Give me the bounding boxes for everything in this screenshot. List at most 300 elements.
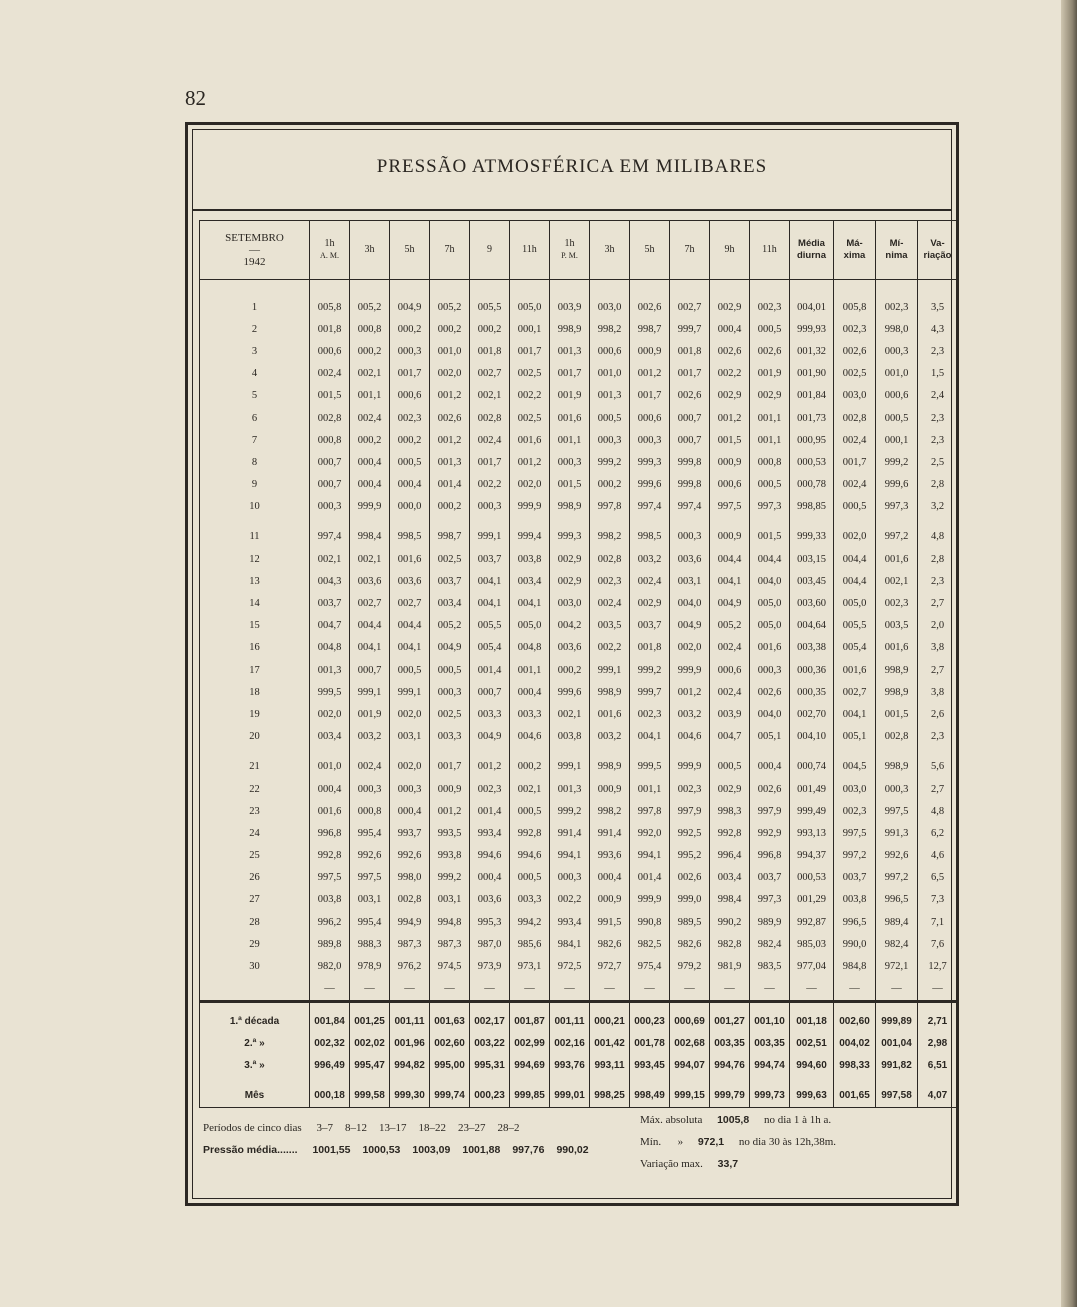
value-cell: 981,9 bbox=[710, 955, 750, 977]
dash-cell bbox=[200, 978, 310, 1002]
value-cell: 003,1 bbox=[430, 889, 470, 911]
value-cell: 004,3 bbox=[310, 570, 350, 592]
value-cell: 999,5 bbox=[310, 681, 350, 703]
value-cell: 001,9 bbox=[550, 385, 590, 407]
value-cell: 000,3 bbox=[350, 778, 390, 800]
value-cell: 001,8 bbox=[470, 340, 510, 362]
value-cell: 004,4 bbox=[750, 548, 790, 570]
cell bbox=[630, 1077, 670, 1085]
value-cell: 002,0 bbox=[510, 474, 550, 496]
table-row bbox=[200, 429, 958, 451]
dash-cell: — bbox=[834, 978, 876, 1002]
value-cell: 001,2 bbox=[630, 363, 670, 385]
cell bbox=[590, 748, 630, 756]
value-cell: 002,7 bbox=[834, 681, 876, 703]
value-cell: 991,4 bbox=[590, 822, 630, 844]
value-cell: 2,4 bbox=[918, 385, 958, 407]
value-cell: 6,2 bbox=[918, 822, 958, 844]
value-cell: 000,4 bbox=[710, 318, 750, 340]
summary-gap bbox=[200, 1003, 958, 1011]
value-cell: 002,6 bbox=[670, 867, 710, 889]
value-cell: 004,0 bbox=[750, 570, 790, 592]
value-cell: 2,3 bbox=[918, 340, 958, 362]
value-cell: 002,1 bbox=[470, 385, 510, 407]
mean-item: 1000,53 bbox=[362, 1144, 401, 1156]
value-cell: 4,3 bbox=[918, 318, 958, 340]
value-cell: 003,6 bbox=[350, 570, 390, 592]
value-cell: 982,0 bbox=[310, 955, 350, 977]
header-media bbox=[790, 221, 834, 280]
month-value: 999,15 bbox=[670, 1085, 710, 1108]
table-row bbox=[200, 778, 958, 800]
summary-value: 991,82 bbox=[876, 1055, 918, 1077]
cell bbox=[350, 518, 390, 526]
value-cell: 000,3 bbox=[590, 429, 630, 451]
cell bbox=[430, 1077, 470, 1085]
value-cell: 002,7 bbox=[470, 363, 510, 385]
header-hour bbox=[550, 221, 590, 280]
cell bbox=[200, 748, 310, 756]
dash-cell: — bbox=[670, 978, 710, 1002]
dash-cell: — bbox=[550, 978, 590, 1002]
value-cell: 000,2 bbox=[350, 429, 390, 451]
value-cell: 002,0 bbox=[834, 526, 876, 548]
value-cell: 999,4 bbox=[510, 526, 550, 548]
summary-value: 002,60 bbox=[834, 1011, 876, 1033]
value-cell: 998,85 bbox=[790, 496, 834, 518]
table-row bbox=[200, 703, 958, 725]
value-cell: 002,3 bbox=[750, 296, 790, 318]
value-cell: 972,1 bbox=[876, 955, 918, 977]
cell bbox=[876, 1003, 918, 1011]
value-cell: 004,5 bbox=[834, 756, 876, 778]
header-media-line: diurna bbox=[796, 250, 827, 261]
table-row bbox=[200, 756, 958, 778]
value-cell: 000,78 bbox=[790, 474, 834, 496]
header-month bbox=[200, 221, 310, 280]
value-cell: 005,4 bbox=[834, 637, 876, 659]
value-cell: 001,5 bbox=[750, 526, 790, 548]
value-cell: 003,4 bbox=[310, 726, 350, 748]
value-cell: 000,5 bbox=[390, 659, 430, 681]
cell bbox=[834, 748, 876, 756]
day-cell: 3 bbox=[200, 340, 310, 362]
value-cell: 002,7 bbox=[390, 592, 430, 614]
value-cell: 003,3 bbox=[510, 703, 550, 725]
day-cell: 22 bbox=[200, 778, 310, 800]
value-cell: 000,7 bbox=[470, 681, 510, 703]
mean-item: 990,02 bbox=[556, 1144, 589, 1156]
summary-value: 998,33 bbox=[834, 1055, 876, 1077]
value-cell: 001,6 bbox=[310, 800, 350, 822]
cell bbox=[670, 280, 710, 297]
value-cell: 000,4 bbox=[750, 756, 790, 778]
min-label: Mín. » bbox=[640, 1136, 684, 1148]
footer-extremes bbox=[640, 1114, 970, 1180]
value-cell: 982,4 bbox=[750, 933, 790, 955]
value-cell: 001,2 bbox=[670, 681, 710, 703]
min-row bbox=[640, 1136, 970, 1158]
cell bbox=[510, 280, 550, 297]
summary-value: 001,18 bbox=[790, 1011, 834, 1033]
cell bbox=[710, 748, 750, 756]
title-divider bbox=[193, 209, 951, 211]
day-cell: 18 bbox=[200, 681, 310, 703]
value-cell: 003,8 bbox=[510, 548, 550, 570]
cell bbox=[310, 1077, 350, 1085]
value-cell: 977,04 bbox=[790, 955, 834, 977]
cell bbox=[918, 518, 958, 526]
value-cell: 003,4 bbox=[710, 867, 750, 889]
value-cell: 004,1 bbox=[390, 637, 430, 659]
value-cell: 000,3 bbox=[750, 659, 790, 681]
value-cell: 001,2 bbox=[430, 429, 470, 451]
value-cell: 004,1 bbox=[470, 592, 510, 614]
value-cell: 002,1 bbox=[510, 778, 550, 800]
cell bbox=[550, 518, 590, 526]
cell bbox=[390, 748, 430, 756]
day-cell: 7 bbox=[200, 429, 310, 451]
cell bbox=[430, 518, 470, 526]
dash-cell: — bbox=[790, 978, 834, 1002]
value-cell: 000,53 bbox=[790, 451, 834, 473]
value-cell: 999,1 bbox=[590, 659, 630, 681]
summary-row bbox=[200, 1033, 958, 1055]
day-cell: 23 bbox=[200, 800, 310, 822]
value-cell: 998,5 bbox=[390, 526, 430, 548]
table-row bbox=[200, 659, 958, 681]
header-hour-period: A. M. bbox=[320, 251, 339, 260]
summary-value: 001,11 bbox=[550, 1011, 590, 1033]
value-cell: 996,5 bbox=[834, 911, 876, 933]
value-cell: 000,2 bbox=[550, 659, 590, 681]
dash-cell: — bbox=[390, 978, 430, 1002]
value-cell: 999,6 bbox=[876, 474, 918, 496]
summary-value: 002,16 bbox=[550, 1033, 590, 1055]
value-cell: 002,4 bbox=[350, 756, 390, 778]
value-cell: 005,8 bbox=[310, 296, 350, 318]
value-cell: 998,2 bbox=[590, 526, 630, 548]
decade-gap bbox=[200, 518, 958, 526]
value-cell: 998,9 bbox=[590, 681, 630, 703]
value-cell: 002,6 bbox=[834, 340, 876, 362]
value-cell: 994,37 bbox=[790, 845, 834, 867]
cell bbox=[630, 518, 670, 526]
value-cell: 002,7 bbox=[670, 296, 710, 318]
header-hour bbox=[710, 221, 750, 280]
value-cell: 999,2 bbox=[550, 800, 590, 822]
dash-cell: — bbox=[750, 978, 790, 1002]
header-maxima-line: Má- bbox=[846, 238, 863, 249]
table-row bbox=[200, 681, 958, 703]
cell bbox=[710, 1077, 750, 1085]
summary-value: 001,25 bbox=[350, 1011, 390, 1033]
day-cell: 14 bbox=[200, 592, 310, 614]
value-cell: 001,6 bbox=[590, 703, 630, 725]
value-cell: 4,8 bbox=[918, 800, 958, 822]
value-cell: 002,4 bbox=[350, 407, 390, 429]
value-cell: 2,3 bbox=[918, 407, 958, 429]
month-value: 001,65 bbox=[834, 1085, 876, 1108]
day-cell: 19 bbox=[200, 703, 310, 725]
value-cell: 999,1 bbox=[550, 756, 590, 778]
value-cell: 989,5 bbox=[670, 911, 710, 933]
value-cell: 001,1 bbox=[510, 659, 550, 681]
value-cell: 001,6 bbox=[750, 637, 790, 659]
value-cell: 003,0 bbox=[550, 592, 590, 614]
summary-value: 002,60 bbox=[430, 1033, 470, 1055]
value-cell: 002,1 bbox=[310, 548, 350, 570]
value-cell: 000,8 bbox=[350, 318, 390, 340]
cell bbox=[550, 748, 590, 756]
value-cell: 004,1 bbox=[834, 703, 876, 725]
value-cell: 005,5 bbox=[470, 615, 510, 637]
value-cell: 998,9 bbox=[876, 681, 918, 703]
cell bbox=[510, 1077, 550, 1085]
value-cell: 002,5 bbox=[510, 407, 550, 429]
value-cell: 004,9 bbox=[670, 615, 710, 637]
value-cell: 002,0 bbox=[390, 756, 430, 778]
summary-value: 003,22 bbox=[470, 1033, 510, 1055]
value-cell: 005,5 bbox=[834, 615, 876, 637]
day-cell: 12 bbox=[200, 548, 310, 570]
value-cell: 004,8 bbox=[310, 637, 350, 659]
value-cell: 003,3 bbox=[430, 726, 470, 748]
value-cell: 2,6 bbox=[918, 703, 958, 725]
value-cell: 004,4 bbox=[834, 570, 876, 592]
value-cell: 004,1 bbox=[350, 637, 390, 659]
cell bbox=[350, 748, 390, 756]
value-cell: 003,4 bbox=[430, 592, 470, 614]
summary-label: 2.ª » bbox=[200, 1033, 310, 1055]
value-cell: 003,0 bbox=[590, 296, 630, 318]
value-cell: 975,4 bbox=[630, 955, 670, 977]
value-cell: 7,6 bbox=[918, 933, 958, 955]
table-row bbox=[200, 340, 958, 362]
value-cell: 000,6 bbox=[876, 385, 918, 407]
dash-cell: — bbox=[510, 978, 550, 1002]
value-cell: 985,6 bbox=[510, 933, 550, 955]
page-title: PRESSÃO ATMOSFÉRICA EM MILIBARES bbox=[376, 156, 768, 177]
value-cell: 001,7 bbox=[670, 363, 710, 385]
value-cell: 995,2 bbox=[670, 845, 710, 867]
day-cell: 10 bbox=[200, 496, 310, 518]
value-cell: 997,2 bbox=[834, 845, 876, 867]
value-cell: 004,7 bbox=[310, 615, 350, 637]
max-value: 1005,8 bbox=[717, 1114, 750, 1126]
cell bbox=[550, 1003, 590, 1011]
value-cell: 001,1 bbox=[750, 407, 790, 429]
value-cell: 996,8 bbox=[310, 822, 350, 844]
value-cell: 2,3 bbox=[918, 429, 958, 451]
value-cell: 001,5 bbox=[876, 703, 918, 725]
value-cell: 6,5 bbox=[918, 867, 958, 889]
header-variacao-line: riação bbox=[923, 250, 952, 261]
value-cell: 002,9 bbox=[710, 778, 750, 800]
max-when: no dia 1 à 1h a. bbox=[763, 1114, 832, 1126]
value-cell: 003,0 bbox=[834, 385, 876, 407]
header-hour bbox=[310, 221, 350, 280]
value-cell: 000,1 bbox=[510, 318, 550, 340]
value-cell: 003,2 bbox=[630, 548, 670, 570]
value-cell: 990,8 bbox=[630, 911, 670, 933]
cell bbox=[350, 1077, 390, 1085]
value-cell: 990,0 bbox=[834, 933, 876, 955]
cell bbox=[876, 1077, 918, 1085]
cell bbox=[750, 1003, 790, 1011]
cell bbox=[834, 280, 876, 297]
cell bbox=[630, 1003, 670, 1011]
value-cell: 004,1 bbox=[710, 570, 750, 592]
value-cell: 002,2 bbox=[510, 385, 550, 407]
value-cell: 000,6 bbox=[630, 407, 670, 429]
value-cell: 005,4 bbox=[470, 637, 510, 659]
dash-cell: — bbox=[470, 978, 510, 1002]
value-cell: 996,8 bbox=[750, 845, 790, 867]
min-when: no dia 30 às 12h,38m. bbox=[738, 1136, 837, 1148]
max-row bbox=[640, 1114, 970, 1136]
summary-value: 2,71 bbox=[918, 1011, 958, 1033]
value-cell: 3,5 bbox=[918, 296, 958, 318]
value-cell: 002,6 bbox=[750, 681, 790, 703]
value-cell: 997,5 bbox=[876, 800, 918, 822]
value-cell: 000,3 bbox=[390, 778, 430, 800]
cell bbox=[750, 280, 790, 297]
value-cell: 988,3 bbox=[350, 933, 390, 955]
cell bbox=[590, 280, 630, 297]
value-cell: 003,45 bbox=[790, 570, 834, 592]
day-cell: 24 bbox=[200, 822, 310, 844]
dash-cell: — bbox=[590, 978, 630, 1002]
cell bbox=[390, 280, 430, 297]
cell bbox=[876, 748, 918, 756]
table-row bbox=[200, 385, 958, 407]
value-cell: 005,0 bbox=[750, 615, 790, 637]
value-cell: 003,7 bbox=[470, 548, 510, 570]
value-cell: 003,7 bbox=[750, 867, 790, 889]
summary-value: 001,84 bbox=[310, 1011, 350, 1033]
value-cell: 000,3 bbox=[430, 681, 470, 703]
table-row bbox=[200, 496, 958, 518]
value-cell: 002,5 bbox=[430, 703, 470, 725]
value-cell: 002,3 bbox=[834, 318, 876, 340]
value-cell: 000,4 bbox=[470, 867, 510, 889]
value-cell: 001,7 bbox=[390, 363, 430, 385]
value-cell: 999,2 bbox=[590, 451, 630, 473]
value-cell: 002,4 bbox=[310, 363, 350, 385]
value-cell: 001,6 bbox=[876, 637, 918, 659]
min-value: 972,1 bbox=[697, 1136, 725, 1148]
value-cell: 000,5 bbox=[876, 407, 918, 429]
value-cell: 004,4 bbox=[350, 615, 390, 637]
summary-value: 002,17 bbox=[470, 1011, 510, 1033]
cell bbox=[390, 518, 430, 526]
header-hour-label: 9 bbox=[487, 244, 492, 255]
summary-value: 002,99 bbox=[510, 1033, 550, 1055]
value-cell: 000,2 bbox=[510, 756, 550, 778]
value-cell: 000,4 bbox=[350, 451, 390, 473]
value-cell: 000,6 bbox=[710, 659, 750, 681]
mean-row bbox=[203, 1144, 623, 1166]
value-cell: 001,1 bbox=[630, 778, 670, 800]
value-cell: 998,0 bbox=[876, 318, 918, 340]
value-cell: 003,9 bbox=[710, 703, 750, 725]
value-cell: 992,6 bbox=[390, 845, 430, 867]
value-cell: 003,2 bbox=[590, 726, 630, 748]
value-cell: 000,4 bbox=[310, 778, 350, 800]
value-cell: 001,8 bbox=[310, 318, 350, 340]
value-cell: 004,0 bbox=[670, 592, 710, 614]
value-cell: 001,7 bbox=[470, 451, 510, 473]
dash-cell: — bbox=[710, 978, 750, 1002]
value-cell: 002,4 bbox=[470, 429, 510, 451]
periods-row bbox=[203, 1122, 623, 1144]
value-cell: 997,9 bbox=[670, 800, 710, 822]
cell bbox=[510, 518, 550, 526]
value-cell: 002,4 bbox=[590, 592, 630, 614]
value-cell: 989,9 bbox=[750, 911, 790, 933]
value-cell: 976,2 bbox=[390, 955, 430, 977]
value-cell: 002,3 bbox=[470, 778, 510, 800]
value-cell: 974,5 bbox=[430, 955, 470, 977]
month-value: 998,25 bbox=[590, 1085, 630, 1108]
value-cell: 003,9 bbox=[550, 296, 590, 318]
cell bbox=[670, 1077, 710, 1085]
header-minima-line: Mí- bbox=[889, 238, 904, 249]
value-cell: 7,1 bbox=[918, 911, 958, 933]
value-cell: 992,9 bbox=[750, 822, 790, 844]
cell bbox=[750, 518, 790, 526]
value-cell: 994,6 bbox=[470, 845, 510, 867]
header-hour bbox=[750, 221, 790, 280]
value-cell: 002,4 bbox=[710, 637, 750, 659]
summary-value: 000,69 bbox=[670, 1011, 710, 1033]
day-cell: 25 bbox=[200, 845, 310, 867]
cell bbox=[790, 518, 834, 526]
summary-value: 003,35 bbox=[710, 1033, 750, 1055]
header-hour-label: 7h bbox=[444, 244, 455, 255]
value-cell: 2,0 bbox=[918, 615, 958, 637]
cell bbox=[200, 518, 310, 526]
value-cell: 000,5 bbox=[710, 756, 750, 778]
cell bbox=[750, 748, 790, 756]
cell bbox=[710, 518, 750, 526]
value-cell: 002,3 bbox=[590, 570, 630, 592]
value-cell: 2,8 bbox=[918, 548, 958, 570]
value-cell: 1,5 bbox=[918, 363, 958, 385]
dash-cell: — bbox=[350, 978, 390, 1002]
value-cell: 002,2 bbox=[710, 363, 750, 385]
table-row bbox=[200, 867, 958, 889]
value-cell: 000,8 bbox=[310, 429, 350, 451]
value-cell: 001,90 bbox=[790, 363, 834, 385]
value-cell: 004,10 bbox=[790, 726, 834, 748]
header-row bbox=[200, 221, 958, 280]
value-cell: 003,6 bbox=[550, 637, 590, 659]
header-media-line: Média bbox=[798, 238, 825, 249]
header-hour bbox=[430, 221, 470, 280]
value-cell: 003,60 bbox=[790, 592, 834, 614]
value-cell: 989,4 bbox=[876, 911, 918, 933]
value-cell: 992,5 bbox=[670, 822, 710, 844]
value-cell: 994,1 bbox=[630, 845, 670, 867]
cell bbox=[790, 1003, 834, 1011]
value-cell: 003,15 bbox=[790, 548, 834, 570]
dash-cell: — bbox=[310, 978, 350, 1002]
cell bbox=[834, 1077, 876, 1085]
value-cell: 004,1 bbox=[510, 592, 550, 614]
value-cell: 000,5 bbox=[510, 800, 550, 822]
